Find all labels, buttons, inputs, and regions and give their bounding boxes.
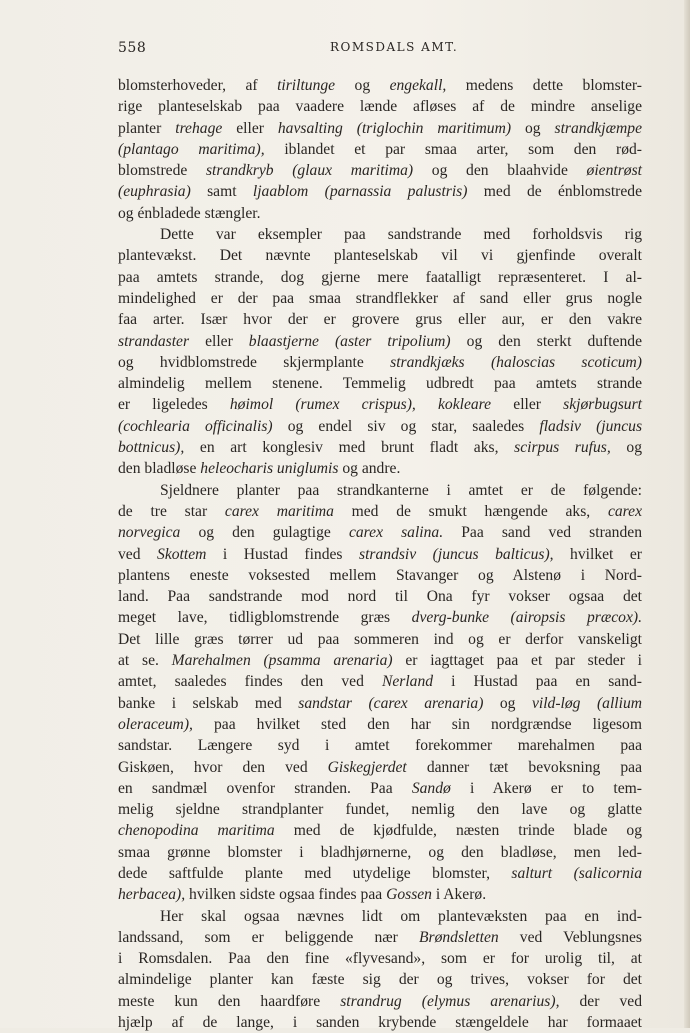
text-line — [118, 139, 642, 160]
running-head: ROMSDALS AMT. — [330, 40, 459, 54]
text-line — [118, 75, 642, 96]
text-run: landssand, som er beliggende nær — [118, 928, 419, 946]
italic-term: skjørbugsurt — [563, 396, 643, 414]
text-run: paa hvilket sted den har sin nordgrændse ligesom — [192, 715, 642, 733]
text-line — [118, 480, 642, 501]
text-line — [118, 671, 642, 692]
text-line — [118, 267, 642, 288]
text-run: en sandmæl ovenfor stranden. Paa — [118, 779, 412, 797]
text-line — [118, 927, 642, 948]
italic-term: høimol (rumex crispus), kokleare — [229, 396, 492, 414]
page-edge — [684, 0, 690, 1028]
italic-term: Sandø — [411, 779, 451, 797]
italic-term: (plantago maritima), — [118, 140, 265, 158]
italic-term: tiriltunge — [277, 77, 336, 94]
text-run: og — [483, 694, 532, 712]
italic-term: herbacea), — [118, 886, 186, 904]
text-line — [118, 288, 642, 309]
italic-term: vild-løg (allium — [531, 694, 642, 712]
text-run: der ved — [559, 992, 642, 1010]
text-run: planter — [118, 119, 176, 137]
text-run: Det lille græs tørrer ud paa sommeren ind og er derfor vanskeligt — [118, 630, 642, 648]
text-line — [118, 884, 642, 905]
text-run: paa amtets strande, dog gjerne mere faatalligt repræsenteret. I al- — [118, 268, 642, 286]
italic-term: salturt (salicornia — [511, 864, 643, 882]
text-line — [118, 1012, 642, 1033]
text-run: og hvidblomstrede skjermplante — [118, 353, 391, 371]
text-line — [118, 820, 642, 841]
text-run: samt — [190, 183, 253, 201]
italic-term: oleraceum), — [118, 715, 193, 733]
text-run: banke i selskab med — [118, 694, 299, 712]
text-run: og andre. — [338, 460, 401, 478]
text-run: i Akerø er to tem- — [450, 779, 642, 797]
italic-term: strandkryb (glaux maritima) — [205, 162, 414, 180]
italic-term: Brøndsletten — [418, 928, 499, 946]
italic-term: Giskegjerdet — [327, 758, 407, 776]
italic-term: bottnicus), — [118, 439, 185, 457]
text-run: eller — [222, 119, 278, 137]
text-line — [118, 331, 642, 352]
text-line — [118, 309, 642, 330]
text-run: Her skal ogsaa nævnes lidt om plantevæksten paa en ind- — [160, 907, 642, 925]
text-line — [118, 863, 642, 884]
text-line — [118, 650, 642, 671]
italic-term: strandaster — [118, 332, 190, 350]
text-run: og énbladede stængler. — [118, 204, 261, 222]
text-line — [118, 522, 642, 543]
text-run: de tre star — [118, 502, 225, 520]
text-run: Giskøen, hvor den ved — [118, 758, 328, 776]
text-run: sandstar. Længere syd i amtet forekommer marehalmen paa — [118, 737, 642, 755]
italic-term: norvegica — [118, 524, 181, 542]
text-run: mindelighed er der paa smaa strandflekker af sand eller grus nogle — [118, 289, 642, 307]
text-run: hjælp af de lange, i sanden krybende stængeldele har formaaet — [118, 1014, 642, 1032]
text-run: med de kjødfulde, næsten trinde blade og — [274, 822, 642, 840]
text-run: plantens eneste voksested mellem Stavanger og Alstenø i Nord- — [118, 566, 642, 584]
text-run: danner tæt bevoksning paa — [406, 758, 642, 776]
text-line — [118, 118, 642, 139]
text-run: Dette var eksempler paa sandstrande med forholdsvis rig — [160, 226, 642, 244]
text-run: melig sjeldne strandplanter fundet, nemlig den lave og glatte — [118, 801, 642, 819]
text-run: og — [335, 77, 390, 94]
text-line — [118, 544, 642, 565]
italic-term: chenopodina maritima — [118, 822, 275, 840]
text-run: ved Veblungsnes — [498, 928, 642, 946]
text-line — [118, 735, 642, 756]
text-line — [118, 437, 642, 458]
text-line — [118, 565, 642, 586]
text-run: og den blaahvide — [413, 162, 587, 180]
italic-term: dverg-bunke (airopsis præcox). — [411, 609, 642, 627]
italic-term: Skottem — [157, 545, 207, 563]
text-line — [118, 245, 642, 266]
text-run: og endel siv og star, saaledes — [272, 417, 540, 435]
text-run: og — [610, 439, 643, 457]
text-line — [118, 991, 642, 1012]
italic-term: Nerland — [381, 673, 434, 691]
text-line — [118, 629, 642, 650]
text-run: med de énblomstrede — [467, 183, 642, 201]
italic-term: carex salina. — [348, 524, 444, 542]
text-line — [118, 693, 642, 714]
text-line — [118, 842, 642, 863]
italic-term: strandkjæmpe — [554, 119, 643, 137]
text-run: i Romsdalen. Paa den fine «flyvesand», som er for urolig til, at — [118, 950, 642, 968]
text-run: i Hustad findes — [206, 545, 359, 563]
italic-term: ljaablom (parnassia palustris) — [252, 183, 468, 201]
text-line — [118, 224, 642, 245]
text-run: meget lave, tidligblomstrende græs — [118, 609, 412, 627]
italic-term: øientrøst — [586, 162, 642, 180]
text-run: ved — [118, 545, 158, 563]
text-line — [118, 394, 642, 415]
text-run: og den gulagtige — [180, 524, 349, 542]
text-line — [118, 778, 642, 799]
italic-term: carex maritima — [224, 502, 334, 520]
text-run: og — [511, 119, 555, 137]
text-line — [118, 181, 642, 202]
page-header — [118, 40, 642, 62]
text-run: hvilket er — [553, 545, 642, 563]
text-run: meste kun den haardføre — [118, 992, 341, 1010]
italic-term: trehage — [175, 119, 223, 137]
text-run: almindelig mellem stenene. Temmelig udbredt paa amtets strande — [118, 375, 642, 393]
italic-term: Marehalmen (psamma arenaria) — [171, 652, 393, 670]
text-run: rige planteselskab paa vaadere lænde afløses af de mindre anselige — [118, 98, 642, 116]
text-run: faa arter. Især hvor der er grovere grus eller aur, er den vakre — [118, 311, 642, 329]
text-line — [118, 458, 642, 479]
italic-term: strandsiv (juncus balticus), — [359, 545, 554, 563]
text-run: at se. — [118, 652, 172, 670]
text-run: plantevækst. Det nævnte planteselskab vil vi gjenfinde overalt — [118, 247, 642, 265]
italic-term: strandkjæks (haloscias scoticum) — [390, 353, 643, 371]
italic-term: Gossen — [386, 886, 432, 904]
text-run: eller — [491, 396, 564, 414]
text-run: i Akerø. — [431, 886, 487, 904]
italic-term: heleocharis uniglumis — [200, 460, 339, 478]
text-line — [118, 799, 642, 820]
italic-term: carex — [607, 502, 642, 520]
text-line — [118, 501, 642, 522]
text-run: amtet, saaledes findes den ved — [118, 673, 382, 691]
text-line — [118, 714, 642, 735]
text-run: Sjeldnere planter paa strandkanterne i amtet er de følgende: — [160, 481, 642, 499]
text-line — [118, 948, 642, 969]
italic-term: (cochlearia officinalis) — [118, 417, 273, 435]
italic-term: scirpus rufus, — [514, 439, 611, 457]
text-line — [118, 373, 642, 394]
text-line — [118, 352, 642, 373]
page-number: 558 — [118, 40, 147, 56]
text-line — [118, 96, 642, 117]
text-line — [118, 203, 642, 224]
text-run: hvilken sidste ogsaa findes paa — [185, 886, 387, 904]
text-run: en art konglesiv med brunt fladt aks, — [184, 439, 515, 457]
text-line — [118, 607, 642, 628]
italic-term: havsalting (triglochin maritimum) — [277, 119, 512, 137]
italic-term: (euphrasia) — [118, 183, 191, 201]
body-text — [118, 75, 642, 1033]
text-run: smaa grønne blomster i bladhjørnerne, og den bladløse, men led- — [118, 843, 642, 861]
text-line — [118, 757, 642, 778]
text-run: den bladløse — [118, 460, 201, 478]
text-run: med de smukt hængende aks, — [333, 502, 608, 520]
text-run: eller — [189, 332, 249, 350]
text-line — [118, 969, 642, 990]
text-run: blomstrede — [118, 162, 206, 180]
text-line — [118, 416, 642, 437]
text-line — [118, 586, 642, 607]
text-run: iblandet et par smaa arter, som den rød- — [264, 140, 643, 158]
italic-term: blaastjerne (aster tripolium) — [248, 332, 451, 350]
italic-term: strandrug (elymus arenarius), — [340, 992, 560, 1010]
text-run: i Hustad paa en sand- — [433, 673, 643, 691]
text-run: er iagttaget paa et par steder i — [392, 652, 642, 670]
text-run: medens dette blomster- — [446, 77, 642, 94]
italic-term: sandstar (carex arenaria) — [298, 694, 484, 712]
text-line — [118, 906, 642, 927]
text-run: og den sterkt duftende — [450, 332, 642, 350]
text-run: er ligeledes — [118, 396, 230, 414]
text-run: land. Paa sandstrande mod nord til Ona fyr vokser ogsaa det — [118, 588, 642, 606]
italic-term: fladsiv (juncus — [539, 417, 643, 435]
text-line — [118, 160, 642, 181]
text-run: blomsterhoveder, af — [118, 77, 278, 94]
italic-term: engekall, — [389, 77, 447, 94]
text-run: almindelige planter kan fæste sig der og trives, vokser for det — [118, 971, 642, 989]
text-run: dede saftfulde plante med utydelige blomster, — [118, 864, 512, 882]
text-run: Paa sand ved stranden — [443, 524, 642, 542]
